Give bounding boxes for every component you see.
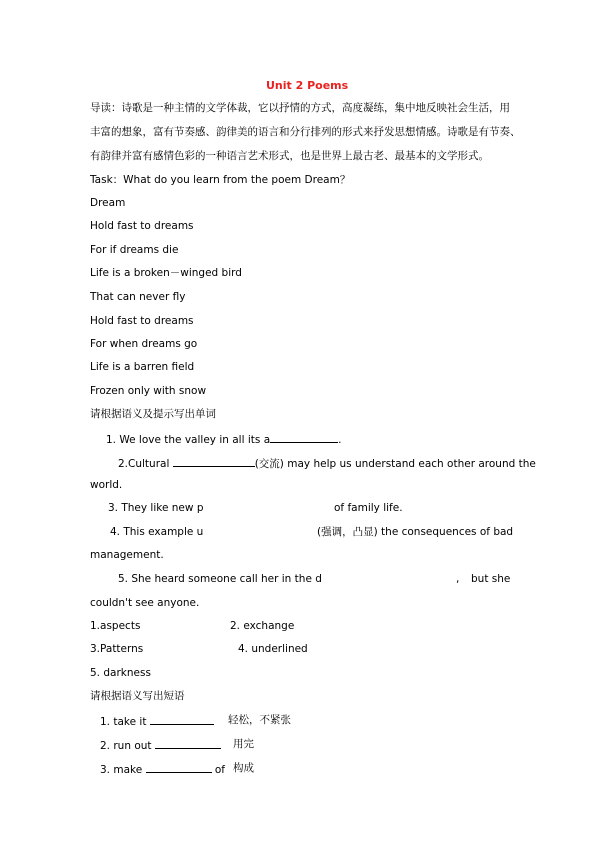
poem-line: For if dreams die bbox=[90, 244, 179, 256]
question-4-end bbox=[317, 525, 513, 539]
poem-line: Frozen only with snow bbox=[90, 385, 207, 397]
page-title: Unit 2 Poems bbox=[266, 79, 349, 92]
section-heading-phrases: 请根据语义写出短语 bbox=[90, 690, 185, 702]
phrase-3-meaning: 构成 bbox=[233, 762, 254, 774]
answer-blank bbox=[173, 455, 255, 467]
poem-line: For when dreams go bbox=[90, 338, 198, 350]
intro-line-2: 丰富的想象，富有节奏感、韵律美的语言和分行排列的形式来抒发思想情感。诗歌是有节奏、 bbox=[90, 126, 521, 138]
question-2-cont: world. bbox=[90, 479, 123, 491]
question-5-cont: couldn't see anyone. bbox=[90, 597, 200, 609]
question-text: 2.Cultural bbox=[118, 458, 173, 470]
phrase-text: 3. make bbox=[100, 764, 146, 776]
phrase-2 bbox=[100, 737, 221, 753]
task-line: Task：What do you learn from the poem Dream？ bbox=[90, 174, 351, 186]
phrase-text: 1. take it bbox=[100, 716, 150, 728]
phrase-1-meaning: 轻松，不紧张 bbox=[228, 714, 291, 726]
answer-blank bbox=[150, 713, 214, 725]
answer-blank bbox=[146, 761, 212, 773]
phrase-text: of bbox=[211, 764, 225, 776]
intro-line-3: 有韵律并富有感情色彩的一种语言艺术形式，也是世界上最古老、最基本的文学形式。 bbox=[90, 150, 489, 162]
poem-line: Hold fast to dreams bbox=[90, 315, 194, 327]
question-hint: (交流) bbox=[254, 458, 284, 470]
question-text: may help us understand each other around the bbox=[283, 458, 536, 470]
answer-blank bbox=[270, 431, 338, 443]
question-hint: (强调，凸显) bbox=[317, 526, 378, 538]
question-5-end: but she bbox=[471, 573, 511, 585]
question-3: 3. They like new p bbox=[108, 502, 204, 514]
answer-5: 5. darkness bbox=[90, 667, 151, 679]
poem-line: Hold fast to dreams bbox=[90, 220, 194, 232]
answer-blank bbox=[155, 737, 221, 749]
phrase-text: 2. run out bbox=[100, 740, 155, 752]
phrase-1 bbox=[100, 713, 214, 729]
poem-line: That can never fly bbox=[90, 291, 186, 303]
question-2 bbox=[118, 455, 536, 471]
poem-line: Life is a barren field bbox=[90, 361, 195, 373]
question-text: the consequences of bad bbox=[377, 526, 514, 538]
phrase-3 bbox=[100, 761, 225, 777]
answer-3: 3.Patterns bbox=[90, 643, 144, 655]
question-4: 4. This example u bbox=[110, 526, 204, 538]
answer-1: 1.aspects bbox=[90, 620, 141, 632]
answer-2: 2. exchange bbox=[230, 620, 295, 632]
question-5-comma: , bbox=[456, 573, 460, 585]
question-1 bbox=[106, 431, 341, 447]
question-3-end: of family life. bbox=[334, 502, 403, 514]
section-heading-words: 请根据语义及提示写出单词 bbox=[90, 408, 216, 420]
question-end: . bbox=[338, 434, 342, 446]
poem-title: Dream bbox=[90, 197, 126, 209]
question-5: 5. She heard someone call her in the d bbox=[118, 573, 322, 585]
intro-line-1: 导读：诗歌是一种主情的文学体裁，它以抒情的方式，高度凝练，集中地反映社会生活，用 bbox=[90, 102, 510, 114]
poem-line: Life is a broken－winged bird bbox=[90, 267, 242, 279]
phrase-2-meaning: 用完 bbox=[233, 738, 254, 750]
question-text: 1. We love the valley in all its a bbox=[106, 434, 271, 446]
answer-4: 4. underlined bbox=[238, 643, 308, 655]
question-4-cont: management. bbox=[90, 549, 164, 561]
